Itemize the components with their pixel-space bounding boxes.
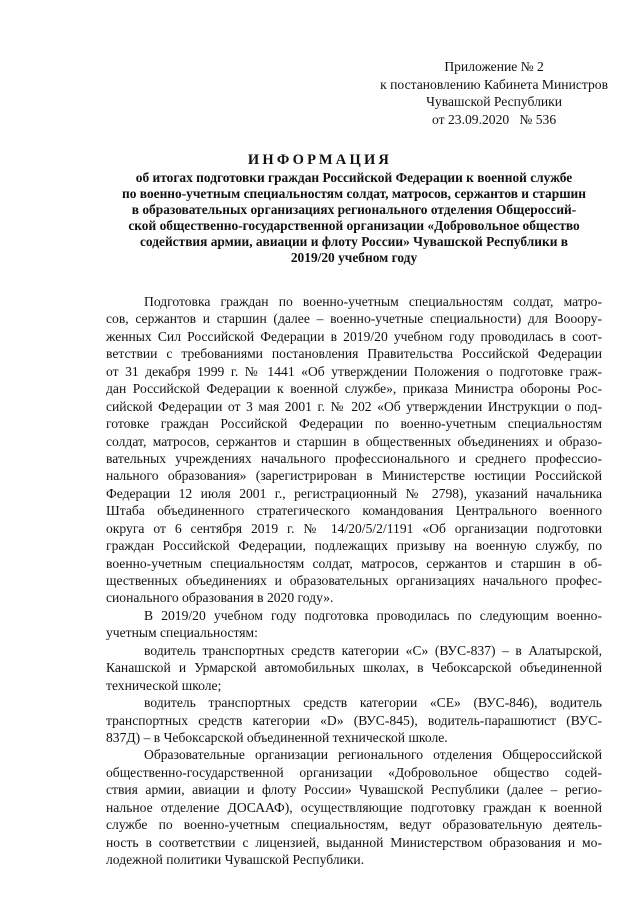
body-line: дан Российской Федерации к военной службе», приказа Министра обороны Рос- <box>106 381 602 397</box>
body-line: общественно-государственной организации «Добровольное общество содей- <box>106 764 602 780</box>
body-line: ветствии с требованиями постановления Правительства Российской Федерации <box>106 346 602 362</box>
body-line: Образовательные организации регионального отделения Общероссийской <box>144 747 602 763</box>
subtitle-line: в образовательных организациях регионального отделения Общероссий- <box>131 201 577 217</box>
body-line: от 31 декабря 1999 г. № 1441 «Об утверждении Положения о подготовке граж- <box>106 363 602 379</box>
document-subtitle <box>106 170 602 265</box>
subtitle-line: ской общественно-государственной организации «Добровольное общество <box>128 217 580 233</box>
body-line: В 2019/20 учебном году подготовка проводилась по следующим военно- <box>144 607 602 623</box>
body-line: солдат, матросов, сержантов и старшин в общественных объединениях и образо- <box>106 433 602 449</box>
body-line: Подготовка граждан по военно-учетным специальностям солдат, матро- <box>144 294 602 309</box>
document-title: ИНФОРМАЦИЯ <box>247 152 393 168</box>
appendix-block <box>380 58 608 128</box>
body-line: технической школе; <box>106 677 222 693</box>
body-line: Федерации 12 июля 2001 г., регистрационный № 2798), указаний начальника <box>106 485 602 501</box>
body-line: сионального образования в 2020 году». <box>106 590 334 606</box>
body-line: военно-учетным специальностям солдат, матросов, сержантов и старшин в об- <box>106 555 602 571</box>
body-line: щественных объединениях и образовательных организациях начального профес- <box>106 573 602 588</box>
body-line: округа от 6 сентября 2019 г. № 14/20/5/2/1191 «Об организации подготовки <box>106 520 602 536</box>
body-line: водитель транспортных средств категории «С» (ВУС-837) – в Алатырской, <box>144 642 602 658</box>
subtitle-line: по военно-учетным специальностям солдат, матросов, сержантов и старшин <box>122 185 586 201</box>
body-line: службе по военно-учетным специальностям, ведут образовательную деятель- <box>106 817 602 833</box>
body-line: женных Сил Российской Федерации в 2019/20 учебном году проводилась в соот- <box>106 328 602 344</box>
body-line: Штаба объединенного стратегического командования Центрального военного <box>106 503 602 519</box>
appendix-line: от 23.09.2020 № 536 <box>432 111 557 127</box>
appendix-line: Приложение № 2 <box>444 59 544 74</box>
body-line: ность в соответствии с лицензией, выданной Министерством образования и мо- <box>106 834 602 850</box>
body-line: учетным специальностям: <box>106 625 258 641</box>
body-line: транспортных средств категории «D» (ВУС-845), водитель-парашютист (ВУС- <box>106 712 602 728</box>
body-line: сов, сержантов и старшин (далее – военно-учетные специальности) для Вооору- <box>106 311 602 327</box>
document-body <box>106 293 602 868</box>
body-line: сийской Федерации от 3 мая 2001 г. № 202 «Об утверждении Инструкции о под- <box>106 398 602 414</box>
body-line: водитель транспортных средств категории «СЕ» (ВУС-846), водитель <box>144 695 602 711</box>
body-line: готовке граждан Российской Федерации по военно-учетным специальностям <box>106 416 602 432</box>
subtitle-line: 2019/20 учебном году <box>290 249 418 265</box>
body-line: ствия армии, авиации и флоту России» Чувашской Республики (далее – регио- <box>106 782 602 798</box>
body-line: нальное отделение ДОСААФ), осуществляющие подготовку граждан к военной <box>106 799 602 815</box>
subtitle-line: содействия армии, авиации и флоту России» Чувашской Республики в <box>139 233 568 249</box>
body-line: Канашской и Урмарской автомобильных школах, в Чебоксарской объединенной <box>106 660 602 676</box>
body-line: лодежной политики Чувашской Республики. <box>106 852 365 867</box>
appendix-line: Чувашской Республики <box>426 94 563 109</box>
body-line: нального образования» (зарегистрирован в Министерстве юстиции Российской <box>106 468 602 484</box>
body-line: граждан Российской Федерации, подлежащих призыву на военную службу, по <box>106 538 602 554</box>
body-line: вательных учреждениях начального профессионального и среднего профессио- <box>106 450 602 466</box>
body-line: 837Д) – в Чебоксарской объединенной технической школе. <box>106 729 448 745</box>
subtitle-line: об итогах подготовки граждан Российской Федерации к военной службе <box>135 170 573 185</box>
appendix-line: к постановлению Кабинета Министров <box>380 76 608 92</box>
